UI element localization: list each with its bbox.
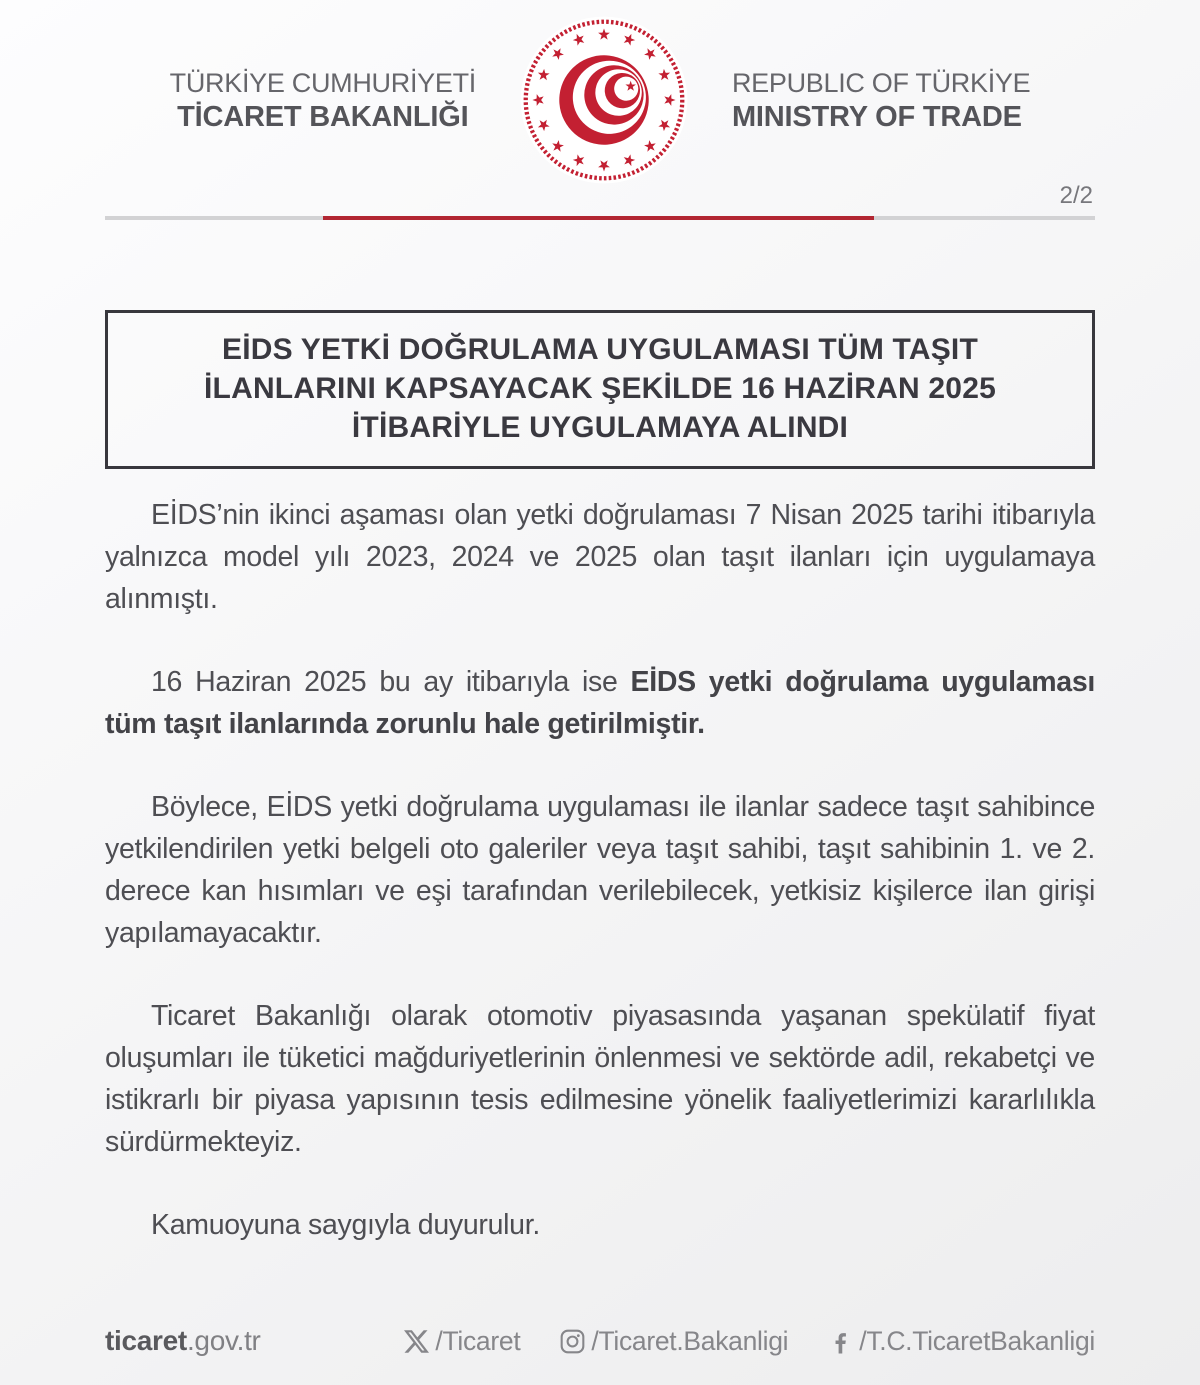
body-paragraph [105, 786, 1095, 954]
x-twitter-handle[interactable] [404, 1326, 520, 1357]
title-line: İTİBARİYLE UYGULAMAYA ALINDI [351, 411, 849, 444]
facebook-icon [828, 1329, 853, 1354]
title-line: İLANLARINI KAPSAYACAK ŞEKİLDE 16 HAZİRAN 2025 [204, 372, 996, 405]
instagram-icon [560, 1329, 585, 1354]
org-name-english [732, 67, 1030, 134]
header [105, 14, 1095, 186]
ministry-of-trade-emblem-icon [518, 14, 690, 186]
org-en-line1: REPUBLIC OF TÜRKİYE [731, 67, 1031, 98]
x-twitter-icon [404, 1329, 429, 1354]
social-handle-label: /T.C.TicaretBakanligi [859, 1325, 1095, 1356]
footer [105, 1325, 1095, 1357]
social-handle-label: /Ticaret [435, 1325, 521, 1356]
page-indicator: 2/2 [1059, 182, 1093, 209]
body-paragraph [105, 995, 1095, 1163]
paragraph-text-bold: EİDS yetki doğrulama uygulaması tüm taşıt ilanlarında zorunlu hale getirilmiştir. [105, 666, 1095, 740]
website-url[interactable] [105, 1325, 261, 1357]
website-url-bold: ticaret [105, 1325, 187, 1356]
announcement-body [105, 220, 1095, 1246]
announcement-title-box [105, 310, 1095, 469]
org-name-turkish [170, 67, 476, 134]
paragraph-text: Kamuoyuna saygıyla duyurulur. [151, 1209, 540, 1241]
paragraph-text: Böylece, EİDS yetki doğrulama uygulaması ile ilanlar sadece taşıt sahibince yetkilendirilen yetki belgeli oto galeriler veya taşıt sahibi, taşıt sahibinin 1. ve 2. derece kan hısımları ve eşi tarafından verilebilecek, yetkisiz kişilerce ilan girişi yapılamayacaktır. [105, 791, 1095, 949]
paragraph-text: EİDS’nin ikinci aşaması olan yetki doğrulaması 7 Nisan 2025 tarihi itibarıyla yalnızca model yılı 2023, 2024 ve 2025 olan taşıt ilanları için uygulamaya alınmıştı. [105, 499, 1095, 615]
title-line: EİDS YETKİ DOĞRULAMA UYGULAMASI TÜM TAŞIT [222, 333, 978, 366]
body-paragraph [105, 494, 1095, 620]
paragraph-text: 16 Haziran 2025 bu ay itibarıyla ise [151, 666, 631, 698]
social-links [404, 1326, 1095, 1357]
social-handle-label: /Ticaret.Bakanligi [591, 1325, 789, 1356]
body-paragraph [105, 661, 1095, 745]
instagram-handle[interactable] [560, 1326, 788, 1357]
body-paragraph [105, 1204, 1095, 1246]
website-url-rest: .gov.tr [186, 1325, 261, 1356]
org-tr-line1: TÜRKİYE CUMHURİYETİ [169, 67, 476, 98]
org-en-line2: MINISTRY OF TRADE [731, 100, 1022, 133]
paragraph-text: Ticaret Bakanlığı olarak otomotiv piyasasında yaşanan spekülatif fiyat oluşumları ile tüketici mağduriyetlerinin önlenmesi ve sektörde adil, rekabetçi ve istikrarlı bir piyasa yapısının tesis edilmesine yönelik faaliyetlerimizi kararlılıkla sürdürmekteyiz. [105, 1000, 1095, 1158]
org-tr-line2: TİCARET BAKANLIĞI [177, 100, 469, 133]
facebook-handle[interactable] [828, 1326, 1095, 1357]
